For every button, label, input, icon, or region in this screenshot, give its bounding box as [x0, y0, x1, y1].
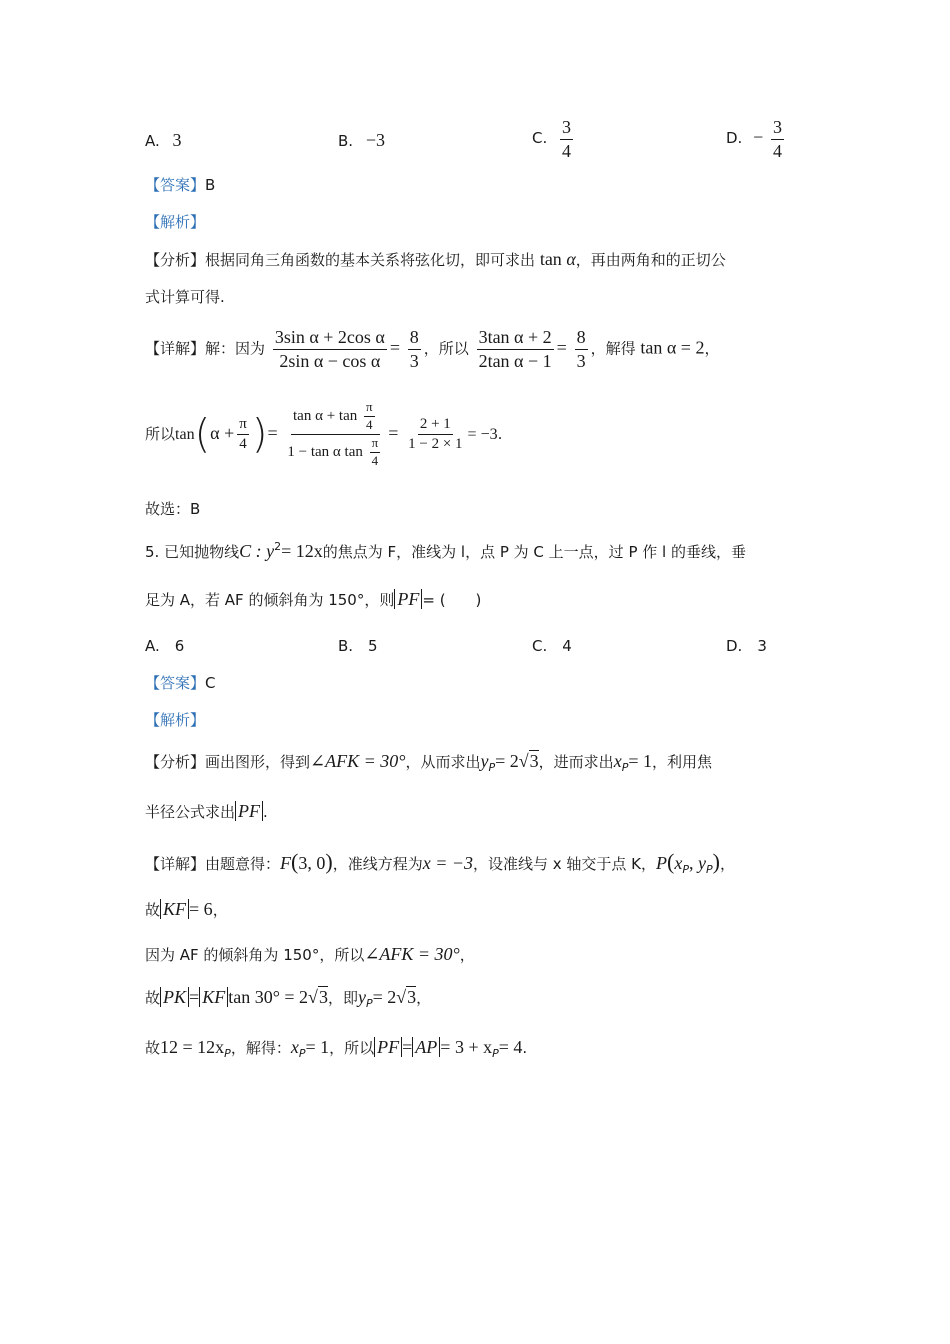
- fraction: $\frac{8}{3}$: [409, 327, 419, 371]
- fraction: $\frac{\text{3tan α + 2}}{\text{2tan α − 1}}$: [478, 327, 552, 371]
- q5-line-pk: 故 PK = KF tan 30° = 2√3，即$y_P= 2√3$，: [145, 987, 432, 1010]
- fraction: $\frac{3}{4}$: [773, 117, 783, 161]
- q5-line-angle: 因为 AF 的倾斜角为 150°，所以∠AFK = 30°，: [145, 944, 475, 964]
- q4-tan-sum-line: 所以tan(α + $\frac{\pi}{4}$ )= tan α + tan $\frac{\pi}{4}$ 1 − tan α tan $\frac{\pi}{4}$ = $\frac{2 + 1}{1 - 2 \times 1}$ = −3.: [145, 399, 503, 468]
- fraction: $\frac{\text{3sin α + 2cos α}}{\text{2sin α − cos α}}$: [274, 327, 385, 371]
- q5-option-c[interactable]: C. 4: [532, 637, 572, 655]
- q5-detail: 【详解】由题意得：F(3, 0)，准线方程为x = −3，设准线与 x 轴交于点 K，$P(x_P$, $y_P$)，: [145, 849, 735, 876]
- q4-option-c[interactable]: C. $\frac{3}{4}$: [532, 117, 572, 161]
- q5-option-d[interactable]: D. 3: [726, 637, 767, 655]
- q5-fenxi: 【分析】画出图形，得到∠AFK = 30°，从而求出$y_P= 2√3$，进而求出$x_P= 1$，利用焦: [145, 751, 712, 774]
- q5-stem-cont: 足为 A，若 AF 的倾斜角为 150°，则 PF = ( ): [145, 589, 482, 609]
- q4-fenxi: 【分析】根据同角三角函数的基本关系将弦化切，即可求出 tan α，再由两角和的正切公: [145, 249, 726, 269]
- fraction: $\frac{2 + 1}{1 - 2 \times 1}$: [408, 415, 463, 452]
- q4-answer: 【答案】B: [145, 176, 216, 194]
- q5-stem: 5. 已知抛物线C : $y^2= 12x$的焦点为 F，准线为 l，点 P 为 C 上一点，过 P 作 l 的垂线，垂: [145, 540, 746, 561]
- q5-line-kf: 故 KF = 6，: [145, 899, 228, 919]
- q5-analysis-tag: 【解析】: [145, 711, 206, 729]
- q5-fenxi-cont: 半径公式求出 PF .: [145, 801, 268, 821]
- q4-fenxi-cont: 式计算可得.: [145, 288, 225, 306]
- q4-choice: 故选：B: [145, 500, 201, 518]
- q4-analysis-tag: 【解析】: [145, 213, 206, 231]
- fraction: tan α + tan $\frac{\pi}{4}$ 1 − tan α tan $\frac{\pi}{4}$: [287, 399, 379, 468]
- q4-option-d[interactable]: D. − $\frac{3}{4}$: [726, 117, 783, 161]
- fraction: $\frac{3}{4}$: [562, 117, 572, 161]
- fraction: $\frac{\pi}{4}$: [239, 415, 247, 452]
- q4-option-a[interactable]: A. 3: [145, 130, 182, 150]
- q5-option-a[interactable]: A. 6: [145, 637, 185, 655]
- q5-answer: 【答案】C: [145, 674, 216, 692]
- fraction: $\frac{8}{3}$: [576, 327, 586, 371]
- q5-line-final: 故$12 = 12x_P$，解得：$x_P= 1$，所以 PF = AP = $3 + x_P= 4$.: [145, 1037, 528, 1060]
- q4-detail: 【详解】解：因为 $\frac{\text{3sin α + 2cos α}}{\text{2sin α − cos α}}$ = $\frac{8}{3}$ ，所以 $\frac{\text{3tan α + 2}}{\text{2tan α − 1}}$ = $\frac{8}{3}$ ，解得 tan α = 2，: [145, 327, 720, 371]
- q4-option-b[interactable]: B. −3: [338, 130, 385, 150]
- q5-option-b[interactable]: B. 5: [338, 637, 378, 655]
